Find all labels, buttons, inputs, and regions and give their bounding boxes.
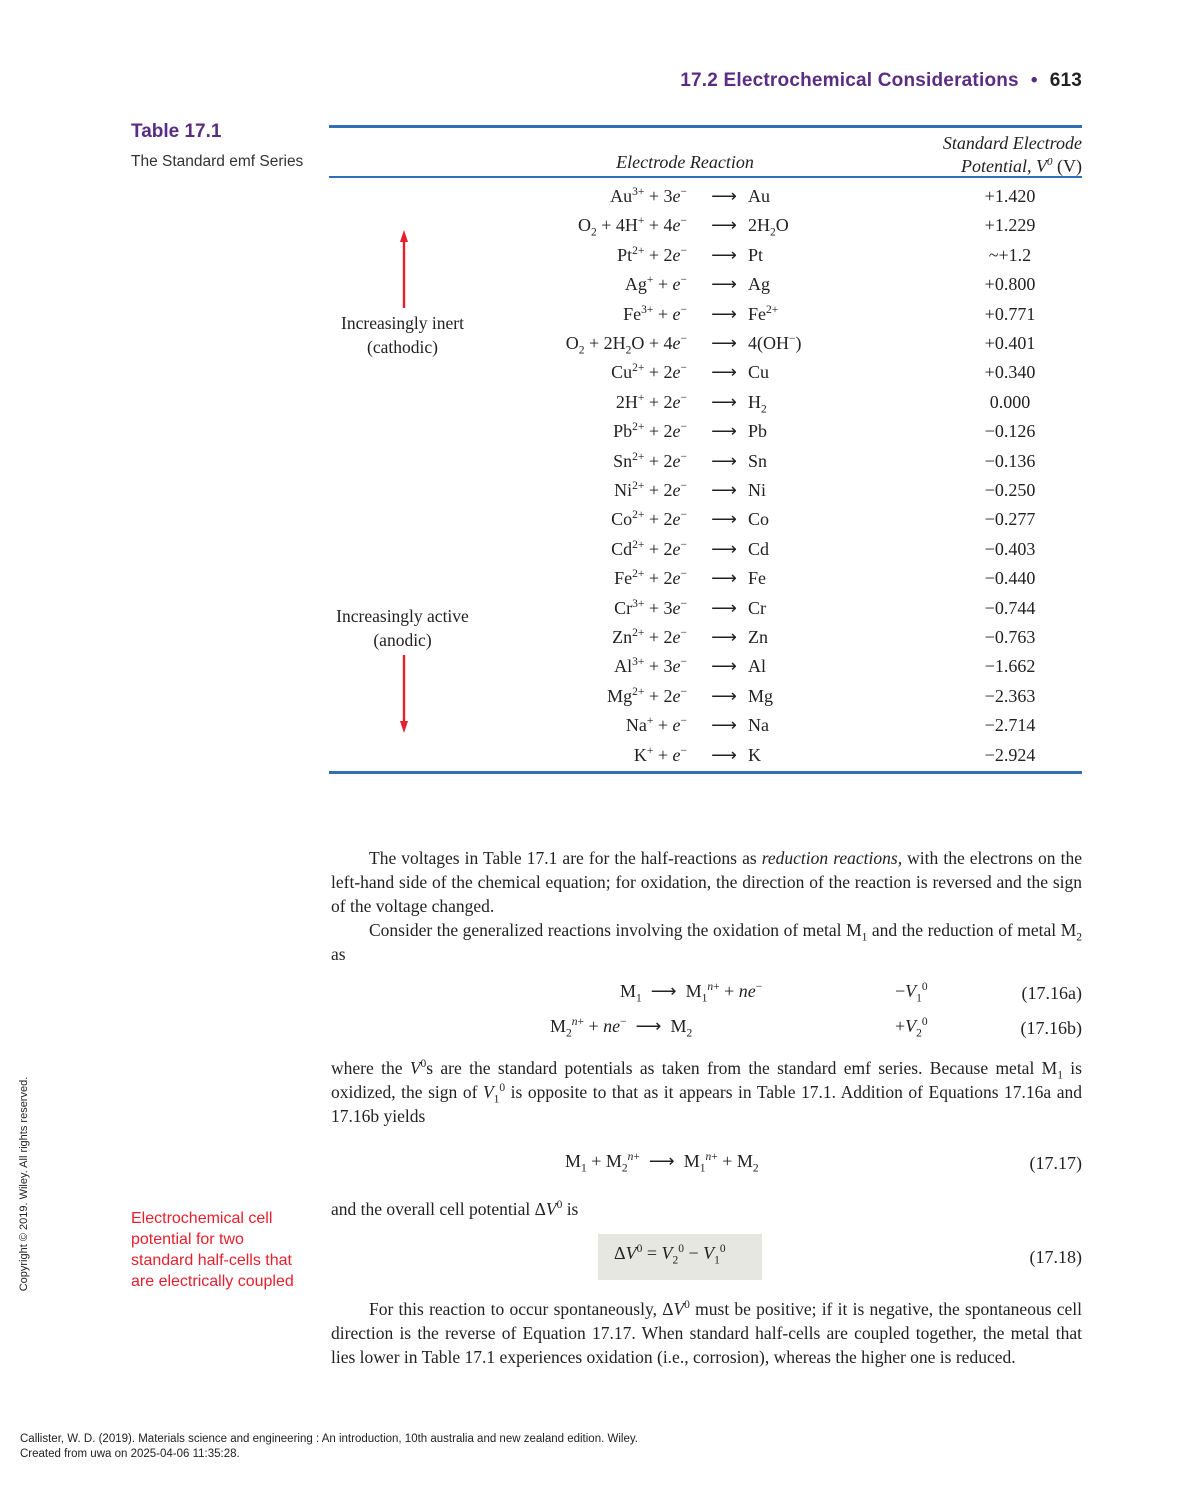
reaction-products: Pb <box>748 421 768 442</box>
reaction-products: Mg <box>748 685 774 706</box>
reaction-products: $H_2$ <box>748 391 767 416</box>
citation-footer <box>20 1432 638 1462</box>
inert-label-line1: Increasingly inert <box>341 313 464 333</box>
reaction-arrow: ⟶ <box>711 421 737 442</box>
equation-17-16a-number: (17.16a) <box>1021 983 1082 1003</box>
electrode-potential: −0.126 <box>984 421 1036 442</box>
active-label <box>325 604 480 652</box>
column-header-potential-line2: Potential, V <box>961 156 1047 176</box>
reaction-reactants: $Fe^{2+} + 2e^-$ <box>614 568 687 589</box>
table-row <box>480 362 1080 390</box>
reaction-arrow: ⟶ <box>711 538 737 559</box>
electrode-potential: −0.250 <box>984 480 1036 500</box>
reaction-reactants: Ag+ + e− <box>624 274 687 295</box>
reaction-reactants: $Al^{3+} + 3e^-$ <box>614 656 687 677</box>
electrode-potential: −2.363 <box>984 685 1036 706</box>
reaction-reactants: $O_2 + 4H^+ + 4e^-$ <box>577 215 687 239</box>
reaction-reactants: $Ni^{2+} + 2e^-$ <box>614 480 687 500</box>
table-row <box>480 392 1080 420</box>
reaction-reactants: $Mg^{2+} + 2e^-$ <box>607 685 687 706</box>
electrode-potential: +1.420 <box>984 186 1036 206</box>
reaction-reactants: $Pb^{2+} + 2e^-$ <box>613 421 687 442</box>
reaction-arrow: ⟶ <box>711 597 737 618</box>
table-row <box>480 451 1080 479</box>
table-row <box>480 421 1080 449</box>
margin-note: Electrochemical cell potential for two standard half-cells that are electrically coupled <box>131 1210 294 1290</box>
reaction-products: K <box>748 744 761 765</box>
electrode-potential: −2.714 <box>984 715 1036 736</box>
page-number: 613 <box>1049 70 1082 91</box>
table-row <box>480 274 1080 302</box>
table-row <box>480 656 1080 684</box>
equation-17-17-number: (17.17) <box>1029 1153 1082 1173</box>
electrode-potential: ~+1.2 <box>988 244 1032 265</box>
reaction-reactants: $Cu^{2+} + 2e^-$ <box>611 362 687 383</box>
reaction-products: $2H_2O$ <box>748 215 789 239</box>
active-label-line2: (anodic) <box>373 630 432 650</box>
table-top-rule <box>329 125 1082 128</box>
table-row <box>480 186 1080 214</box>
section-title: 17.2 Electrochemical Considerations <box>680 70 1019 91</box>
reaction-products: Au <box>748 186 770 206</box>
reaction-reactants: $Fe^{3+} + e^-$ <box>623 303 687 324</box>
table-row <box>480 304 1080 332</box>
table-row <box>480 568 1080 596</box>
reaction-arrow: ⟶ <box>711 744 737 765</box>
reaction-products: Ag <box>748 274 770 295</box>
electrode-potential: −0.277 <box>984 509 1036 530</box>
reaction-reactants: Na+ + e− <box>625 715 687 736</box>
reaction-products: 4(OH−) <box>748 333 802 353</box>
paragraph-3: where the $V^0s$ are the standard potentials as taken from the standard emf series. Because metal $M_1$ is oxidized, the sign of $V_1^0$ is opposite to that as it appears in Table 17.1. Addition of Equations 17.16a and 17.16b yields <box>331 1058 1082 1126</box>
reaction-arrow: ⟶ <box>711 303 737 324</box>
active-label-line1: Increasingly active <box>336 606 469 626</box>
paragraph-4: and the overall cell potential $\Delta V^0$ is <box>331 1199 579 1219</box>
equation-17-16b-number: (17.16b) <box>1020 1018 1082 1038</box>
inert-label <box>325 311 480 359</box>
reaction-products: Cr <box>748 597 766 618</box>
reaction-products: Sn <box>748 450 768 471</box>
reaction-products: Zn <box>748 627 768 647</box>
reaction-arrow: ⟶ <box>711 568 737 589</box>
reaction-arrow: ⟶ <box>711 480 737 500</box>
reaction-arrow: ⟶ <box>711 509 737 530</box>
equation-17-18-number: (17.18) <box>1029 1247 1082 1267</box>
reaction-reactants: $Au^{3+} + 3e^-$ <box>610 186 687 206</box>
equation-17-16b-potential: $+V_2^0$ <box>895 1016 928 1040</box>
reaction-products: Cu <box>748 362 770 383</box>
electrode-potential: −1.662 <box>984 656 1036 677</box>
reaction-arrow: ⟶ <box>711 215 737 236</box>
table-row <box>480 598 1080 626</box>
paragraph-5: For this reaction to occur spontaneously, $\Delta V^0$ must be positive; if it is negative, the spontaneous cell direction is the reverse of Equation 17.17. When standard half-cells are coupled together, the metal that lies lower in Table 17.1 experiences oxidation (i.e., corrosion), whereas the higher one is reduced. <box>331 1299 1082 1367</box>
copyright-notice <box>12 1060 36 1320</box>
electrode-potential: +0.800 <box>984 274 1036 295</box>
electrode-potential: +0.771 <box>984 303 1036 324</box>
electrode-potential: +1.229 <box>984 215 1036 236</box>
reaction-arrow: ⟶ <box>711 244 737 265</box>
electrode-potential: +0.340 <box>984 362 1036 383</box>
column-header-potential-unit: (V) <box>1052 156 1082 176</box>
reaction-reactants: 2H+ + 2e− <box>615 391 687 412</box>
electrode-potential: −0.403 <box>984 538 1036 559</box>
table-row <box>480 745 1080 773</box>
table-row <box>480 215 1080 243</box>
reaction-reactants: $Cd^{2+} + 2e^-$ <box>611 538 687 559</box>
column-header-potential-line1: Standard Electrode <box>942 133 1082 153</box>
reaction-arrow: ⟶ <box>711 450 737 471</box>
table-row <box>480 509 1080 537</box>
electrode-potential: +0.401 <box>984 333 1036 353</box>
reaction-reactants: $Co^{2+} + 2e^-$ <box>611 509 687 530</box>
reaction-arrow: ⟶ <box>711 333 737 353</box>
paragraph-2: Consider the generalized reactions involving the oxidation of metal $M_1$ and the reduction of metal $M_2$ as <box>331 920 1083 964</box>
page-header <box>620 70 1082 92</box>
equation-17-16a-potential: $-V_1^0$ <box>895 981 928 1005</box>
reaction-arrow: ⟶ <box>711 274 737 295</box>
table-row <box>480 539 1080 567</box>
copyright-text: Copyright © 2019. Wiley. All rights reserved. <box>18 1076 30 1292</box>
reaction-arrow: ⟶ <box>711 685 737 706</box>
reaction-products: $Fe^{2+}$ <box>748 303 779 324</box>
reaction-products: Ni <box>748 480 766 500</box>
inert-label-line2: (cathodic) <box>367 337 438 357</box>
table-row <box>480 245 1080 273</box>
header-separator: • <box>1030 70 1038 91</box>
reaction-reactants: $Sn^{2+} + 2e^-$ <box>613 450 687 471</box>
table-caption: The Standard emf Series <box>131 153 304 170</box>
electrode-potential: −0.440 <box>984 568 1036 589</box>
electrode-potential: −0.763 <box>984 627 1036 647</box>
reaction-arrow: ⟶ <box>711 656 737 677</box>
reaction-products: Cd <box>748 538 770 559</box>
reaction-products: Pt <box>748 244 764 265</box>
reaction-arrow: ⟶ <box>711 362 737 383</box>
equation-17-16a: $M_1$ ⟶ $M_1^{n+} + ne^-$ <box>620 981 763 1005</box>
table-row <box>480 480 1080 508</box>
table-row <box>480 686 1080 714</box>
table-row <box>480 715 1080 743</box>
reaction-arrow: ⟶ <box>711 186 737 206</box>
electrode-potential: −2.924 <box>984 744 1036 765</box>
electrode-potential: 0.000 <box>989 391 1031 412</box>
reaction-arrow: ⟶ <box>711 391 737 412</box>
column-header-reaction: Electrode Reaction <box>616 152 754 172</box>
reaction-products: Na <box>748 715 769 736</box>
paragraph-1: The voltages in Table 17.1 are for the half-reactions as reduction reactions, with the electrons on the left-hand side of the chemical equation; for oxidation, the direction of the reaction is reversed and the sign of the voltage changed. <box>331 848 1082 916</box>
citation-line: Callister, W. D. (2019). Materials science and engineering : An introduction, 10th australia and new zealand edition. Wiley. <box>20 1433 638 1445</box>
equation-17-17: $M_1 + M_2^{n+}$ ⟶ $M_1^{n+} + M_2$ <box>565 1151 759 1175</box>
arrow-up-icon <box>400 230 408 308</box>
reaction-products: Co <box>748 509 770 530</box>
reaction-arrow: ⟶ <box>711 627 737 647</box>
reaction-products: Fe <box>748 568 766 589</box>
table-row <box>480 333 1080 361</box>
table-row <box>480 627 1080 655</box>
reaction-reactants: $O_2 + 2H_2O + 4e^-$ <box>565 333 687 357</box>
reaction-products: Al <box>748 656 766 677</box>
electrode-potential: −0.744 <box>984 597 1036 618</box>
column-header-potential-sup: 0 <box>1047 156 1053 168</box>
column-header-potential <box>850 132 1082 178</box>
electrode-potential: −0.136 <box>984 450 1036 471</box>
created-line: Created from uwa on 2025-04-06 11:35:28. <box>20 1448 240 1460</box>
reaction-reactants: $Cr^{3+} + 3e^-$ <box>614 597 687 618</box>
reaction-reactants: $Pt^{2+} + 2e^-$ <box>617 244 687 265</box>
reaction-arrow: ⟶ <box>711 715 737 736</box>
reaction-reactants: K+ + e− <box>633 744 687 765</box>
table-label: Table 17.1 <box>131 121 222 142</box>
equation-17-18: $\Delta V^0 = V_2^0 - V_1^0$ <box>614 1243 726 1267</box>
reaction-reactants: $Zn^{2+} + 2e^-$ <box>612 627 687 647</box>
equation-17-16b: $M_2^{n+} + ne^-$ ⟶ $M_2$ <box>550 1016 693 1040</box>
arrow-down-icon <box>400 655 408 733</box>
